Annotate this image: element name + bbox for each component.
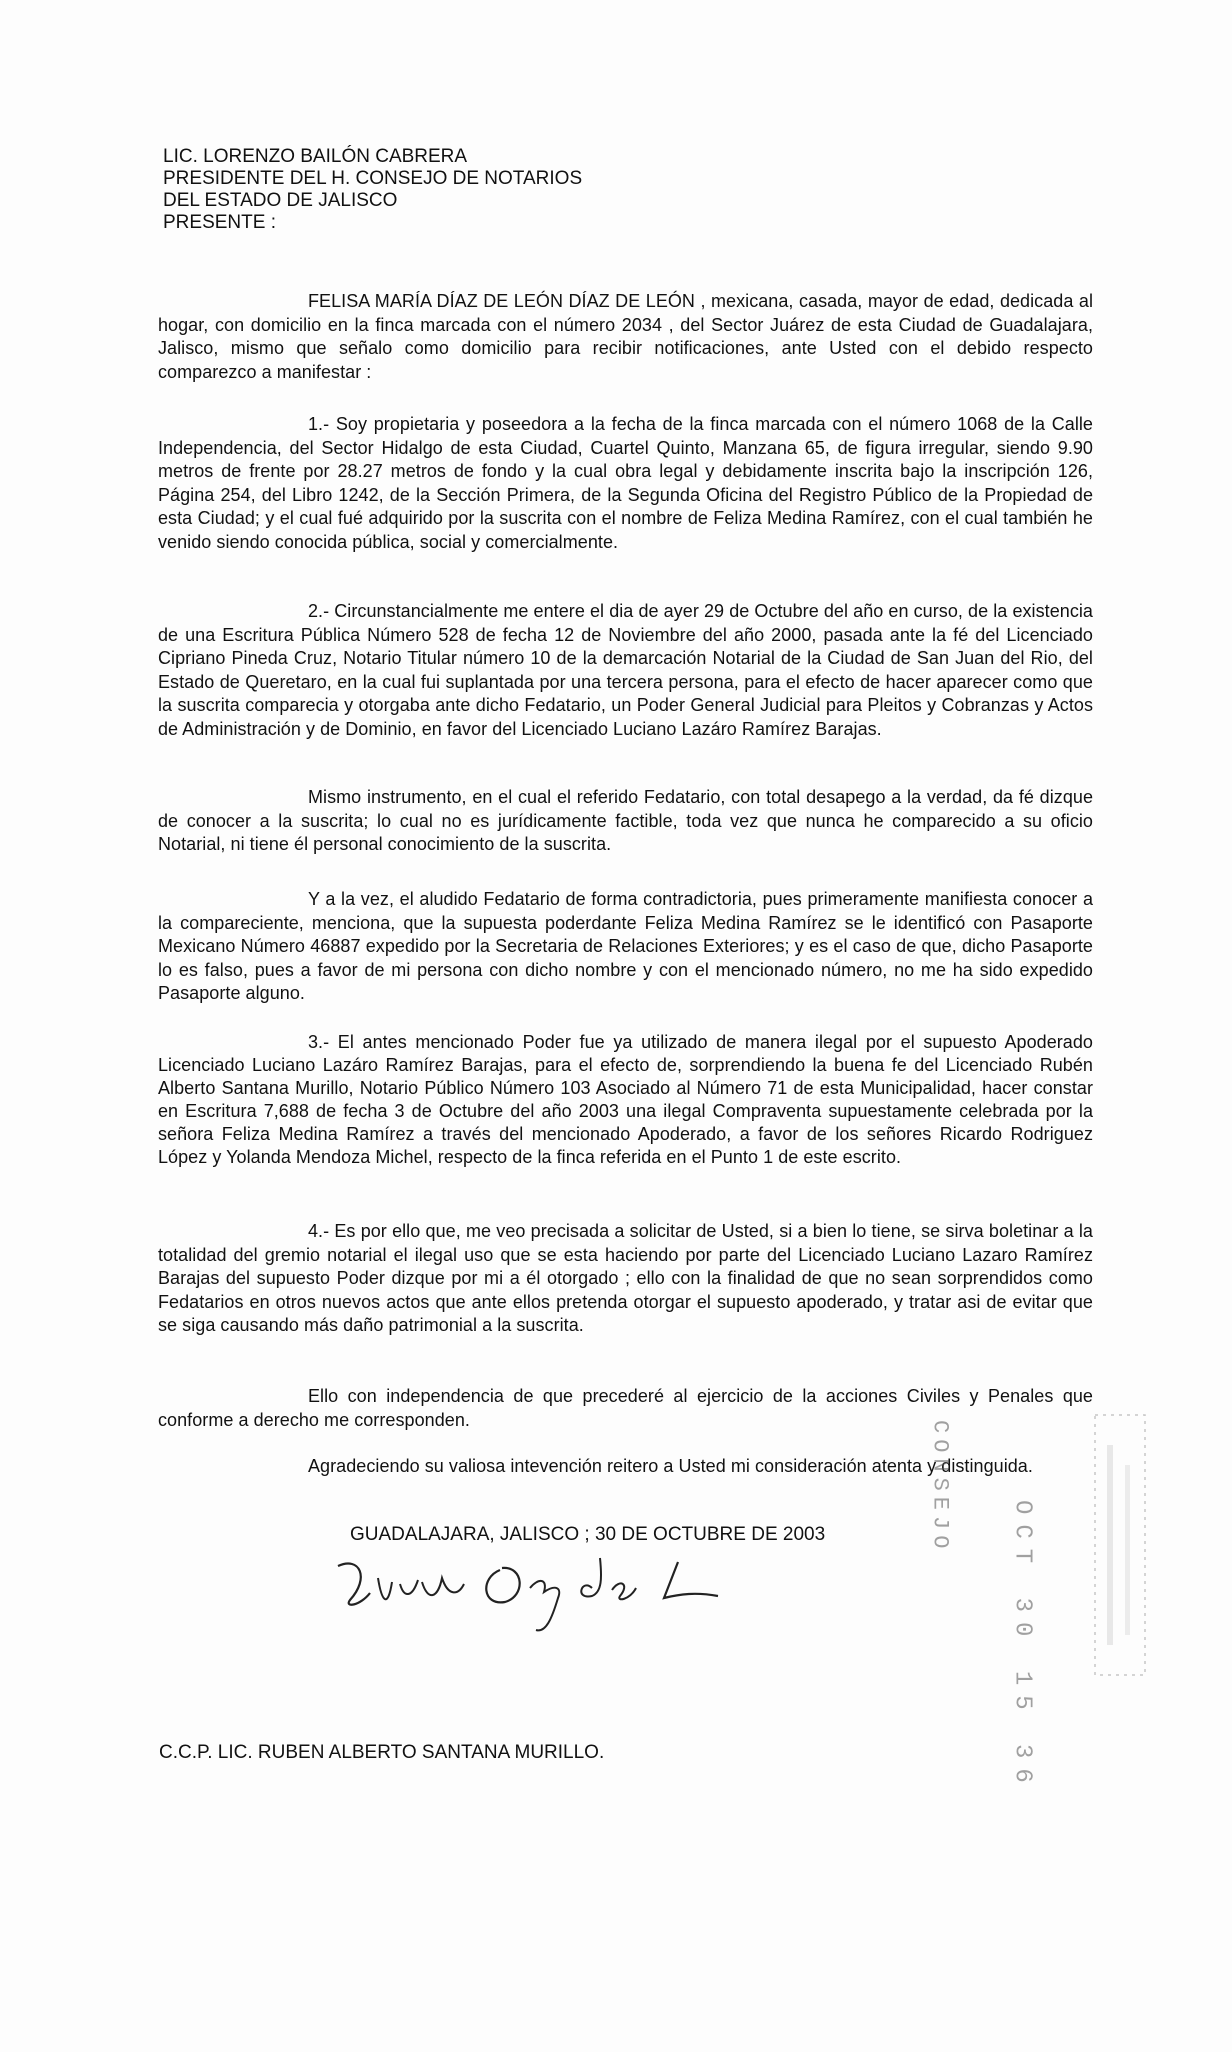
received-stamp-text: CONSEJO bbox=[927, 1420, 953, 1555]
point-4-paragraph: 4.- Es por ello que, me veo precisada a solicitar de Usted, si a bien lo tiene, se sirva boletinar a la totalidad del gremio notarial el ilegal uso que se esta haciendo por parte del Licenciado Luciano Lazaro Ramírez Barajas del supuesto Poder dizque por mi a él otorgado ; ello con la finalidad de que no sean sorprendidos como Fedatarios en otros nuevos actos que ante ellos pretenda otorgar el supuesto apoderado, y tratar asi de evitar que se siga causando más daño patrimonial a la suscrita. bbox=[158, 1221, 1093, 1335]
point-2-paragraph: 2.- Circunstancialmente me entere el dia de ayer 29 de Octubre del año en curso, de la existencia de una Escritura Pública Número 528 de fecha 12 de Noviembre del año 2000, pasada ante la fé del Licenciado Cipriano Pineda Cruz, Notario Titular número 10 de la demarcación Notarial de la Ciudad de San Juan del Rio, del Estado de Queretaro, en la cual fui suplantada por una tercera persona, para el efecto de hacer aparecer como que la suscrita comparecia y otorgaba ante dicho Fedatario, un Poder General Judicial para Pleitos y Cobranzas y Actos de Administración y de Dominio, en favor del Licenciado Luciano Lazáro Ramírez Barajas. bbox=[158, 601, 1093, 739]
point-1-paragraph: 1.- Soy propietaria y poseedora a la fecha de la finca marcada con el número 1068 de la Calle Independencia, del Sector Hidalgo de esta Ciudad, Cuartel Quinto, Manzana 65, de figura irregular, siendo 9.90 metros de frente por 28.27 metros de fondo y la cual obra legal y debidamente inscrita bajo la inscripción 126, Página 254, del Libro 1242, de la Sección Primera, de la Segunda Oficina del Registro Público de la Propiedad de esta Ciudad; y el cual fué adquirido por la suscrita con el nombre de Feliza Medina Ramírez, con el cual también he venido siendo conocida pública, social y comercialmente. bbox=[158, 414, 1093, 552]
contradiction-paragraph: Y a la vez, el aludido Fedatario de forma contradictoria, pues primeramente manifiesta conocer a la compareciente, menciona, que la supuesta poderdante Feliza Medina Ramírez se le identificó con Pasaporte Mexicano Número 46887 expedido por la Secretaria de Relaciones Exteriores; y es el caso de que, dicho Pasaporte lo es falso, pues a favor de mi persona con dicho nombre y con el mencionado número, no me ha sido expedido Pasaporte alguno. bbox=[158, 889, 1093, 1003]
signature bbox=[330, 1548, 770, 1638]
recipient-presente: PRESENTE : bbox=[163, 212, 276, 233]
instrument-paragraph: Mismo instrumento, en el cual el referido Fedatario, con total desapego a la verdad, da fé dizque de conocer a la suscrita; lo cual no es jurídicamente factible, toda vez que nunca he comparecido a su oficio Notarial, ni tiene él personal conocimiento de la suscrita. bbox=[158, 787, 1093, 854]
recipient-name: LIC. LORENZO BAILÓN CABRERA bbox=[163, 146, 468, 167]
stamp-smudge bbox=[1085, 1405, 1155, 1685]
closing-paragraph: Agradeciendo su valiosa intevención reitero a Usted mi consideración atenta y distinguida. bbox=[308, 1456, 1033, 1476]
recipient-title: PRESIDENTE DEL H. CONSEJO DE NOTARIOS bbox=[163, 168, 583, 189]
point-3-paragraph: 3.- El antes mencionado Poder fue ya utilizado de manera ilegal por el supuesto Apoderado Licenciado Luciano Lazáro Ramírez Barajas, para el efecto de, sorprendiendo la buena fe del Licenciado Rubén Alberto Santana Murillo, Notario Público Número 103 Asociado al Número 71 de esta Municipalidad, hacer constar en Escritura 7,688 de fecha 3 de Octubre del año 2003 una ilegal Compraventa supuestamente celebrada por la señora Feliza Medina Ramírez a través del mencionado Apoderado, a favor de los señores Ricardo Rodriguez López y Yolanda Mendoza Michel, respecto de la finca referida en el Punto 1 de este escrito. bbox=[158, 1032, 1093, 1167]
intro-paragraph: FELISA MARÍA DÍAZ DE LEÓN DÍAZ DE LEÓN , mexicana, casada, mayor de edad, dedicada al hogar, con domicilio en la finca marcada con el número 2034 , del Sector Juárez de esta Ciudad de Guadalajara, Jalisco, mismo que señalo como domicilio para recibir notificaciones, ante Usted con el debido respecto comparezco a manifestar : bbox=[158, 291, 1093, 382]
independence-paragraph: Ello con independencia de que precederé al ejercicio de la acciones Civiles y Penales que conforme a derecho me corresponden. bbox=[158, 1386, 1093, 1430]
place-date: GUADALAJARA, JALISCO ; 30 DE OCTUBRE DE 2003 bbox=[350, 1524, 826, 1545]
recipient-block bbox=[163, 146, 582, 234]
received-stamp-date: OCT 30 15 36 bbox=[1008, 1500, 1036, 1793]
recipient-state: DEL ESTADO DE JALISCO bbox=[163, 190, 398, 211]
ccp-line: C.C.P. LIC. RUBEN ALBERTO SANTANA MURILLO. bbox=[159, 1742, 605, 1763]
